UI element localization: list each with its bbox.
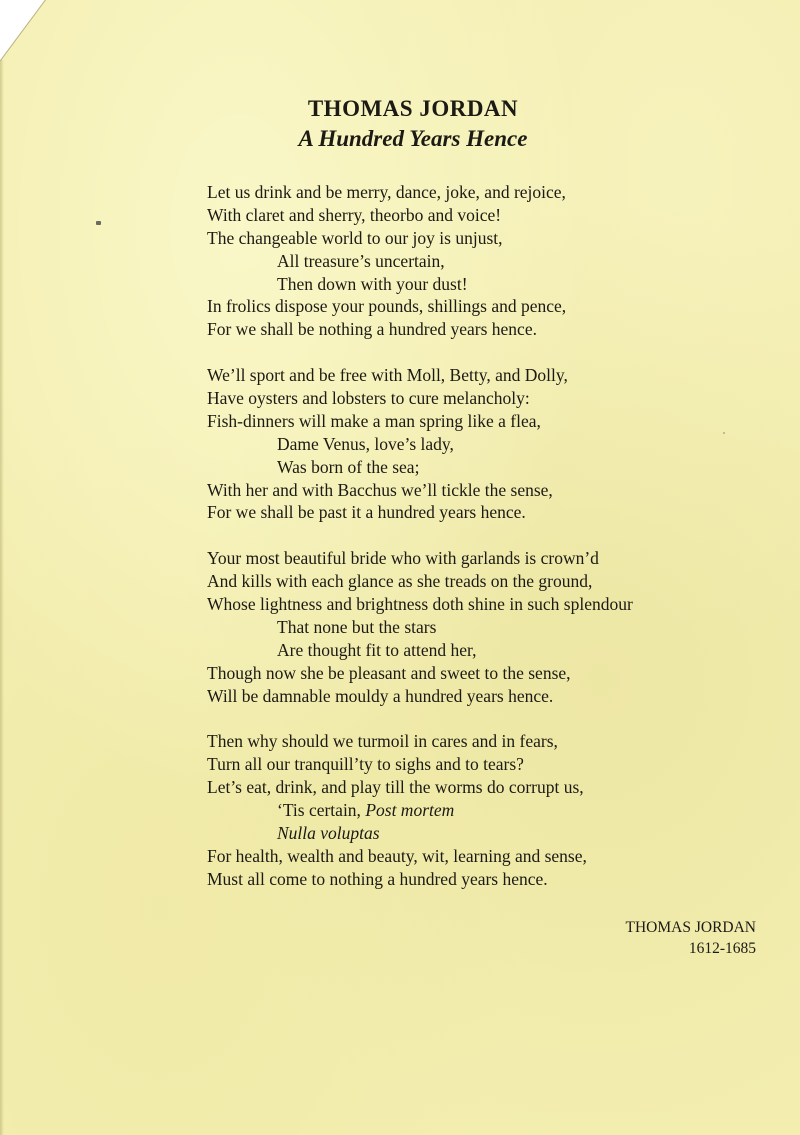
poem-line: For we shall be past it a hundred years hence. (207, 502, 526, 523)
poem-title: A Hundred Years Hence (298, 126, 528, 151)
stanza-2 (207, 364, 767, 524)
poem-line: In frolics dispose your pounds, shillings and pence, (207, 296, 567, 317)
poem-line-indented: Then down with your dust! (277, 273, 468, 294)
poem-line: We’ll sport and be free with Moll, Betty, and Dolly, (207, 365, 568, 386)
page-header (0, 94, 800, 154)
poem-line: Fish-dinners will make a man spring like a flea, (207, 410, 541, 431)
poem-line-indented (207, 799, 767, 822)
poem-line: The changeable world to our joy is unjust, (207, 227, 503, 248)
poem-line: Then why should we turmoil in cares and in fears, (207, 731, 558, 752)
latin-phrase: Post mortem (365, 800, 455, 821)
poem-line: Will be damnable mouldy a hundred years hence. (207, 685, 554, 706)
paper-speck (96, 221, 101, 225)
poem-line: Whose lightness and brightness doth shine in such splendour (207, 594, 633, 615)
scan-edge-shadow (0, 60, 4, 1135)
poem-body (207, 181, 767, 914)
stanza-1 (207, 181, 767, 341)
poem-line: Your most beautiful bride who with garlands is crown’d (207, 548, 599, 569)
poem-line: Though now she be pleasant and sweet to the sense, (207, 662, 571, 683)
signature-block (626, 917, 756, 959)
poem-line-text: ‘Tis certain, (277, 800, 366, 821)
poem-line: With her and with Bacchus we’ll tickle the sense, (207, 479, 553, 500)
stanza-3 (207, 547, 767, 707)
poem-line-indented: Dame Venus, love’s lady, (277, 433, 454, 454)
poem-line-indented: All treasure’s uncertain, (277, 250, 445, 271)
poem-line-indented: Are thought fit to attend her, (277, 639, 477, 660)
poem-line-indented: Was born of the sea; (277, 456, 420, 477)
signature-name: THOMAS JORDAN (625, 919, 756, 936)
poem-line: Let us drink and be merry, dance, joke, and rejoice, (207, 182, 566, 202)
poem-line: Let’s eat, drink, and play till the worms do corrupt us, (207, 777, 584, 798)
poem-line: For we shall be nothing a hundred years hence. (207, 319, 537, 340)
poem-line: For health, wealth and beauty, wit, learning and sense, (207, 845, 587, 866)
poem-line: Have oysters and lobsters to cure melancholy: (207, 388, 530, 409)
poem-line-indented: That none but the stars (277, 616, 437, 637)
poem-line: Turn all our tranquill’ty to sighs and to tears? (207, 754, 524, 775)
poem-line: With claret and sherry, theorbo and voice! (207, 204, 502, 225)
signature-dates: 1612-1685 (688, 940, 756, 957)
stanza-4 (207, 730, 767, 890)
latin-phrase-line: Nulla voluptas (277, 822, 380, 843)
poem-line: Must all come to nothing a hundred years hence. (207, 868, 548, 889)
author-heading: THOMAS JORDAN (307, 96, 519, 121)
poem-line: And kills with each glance as she treads on the ground, (207, 571, 593, 592)
